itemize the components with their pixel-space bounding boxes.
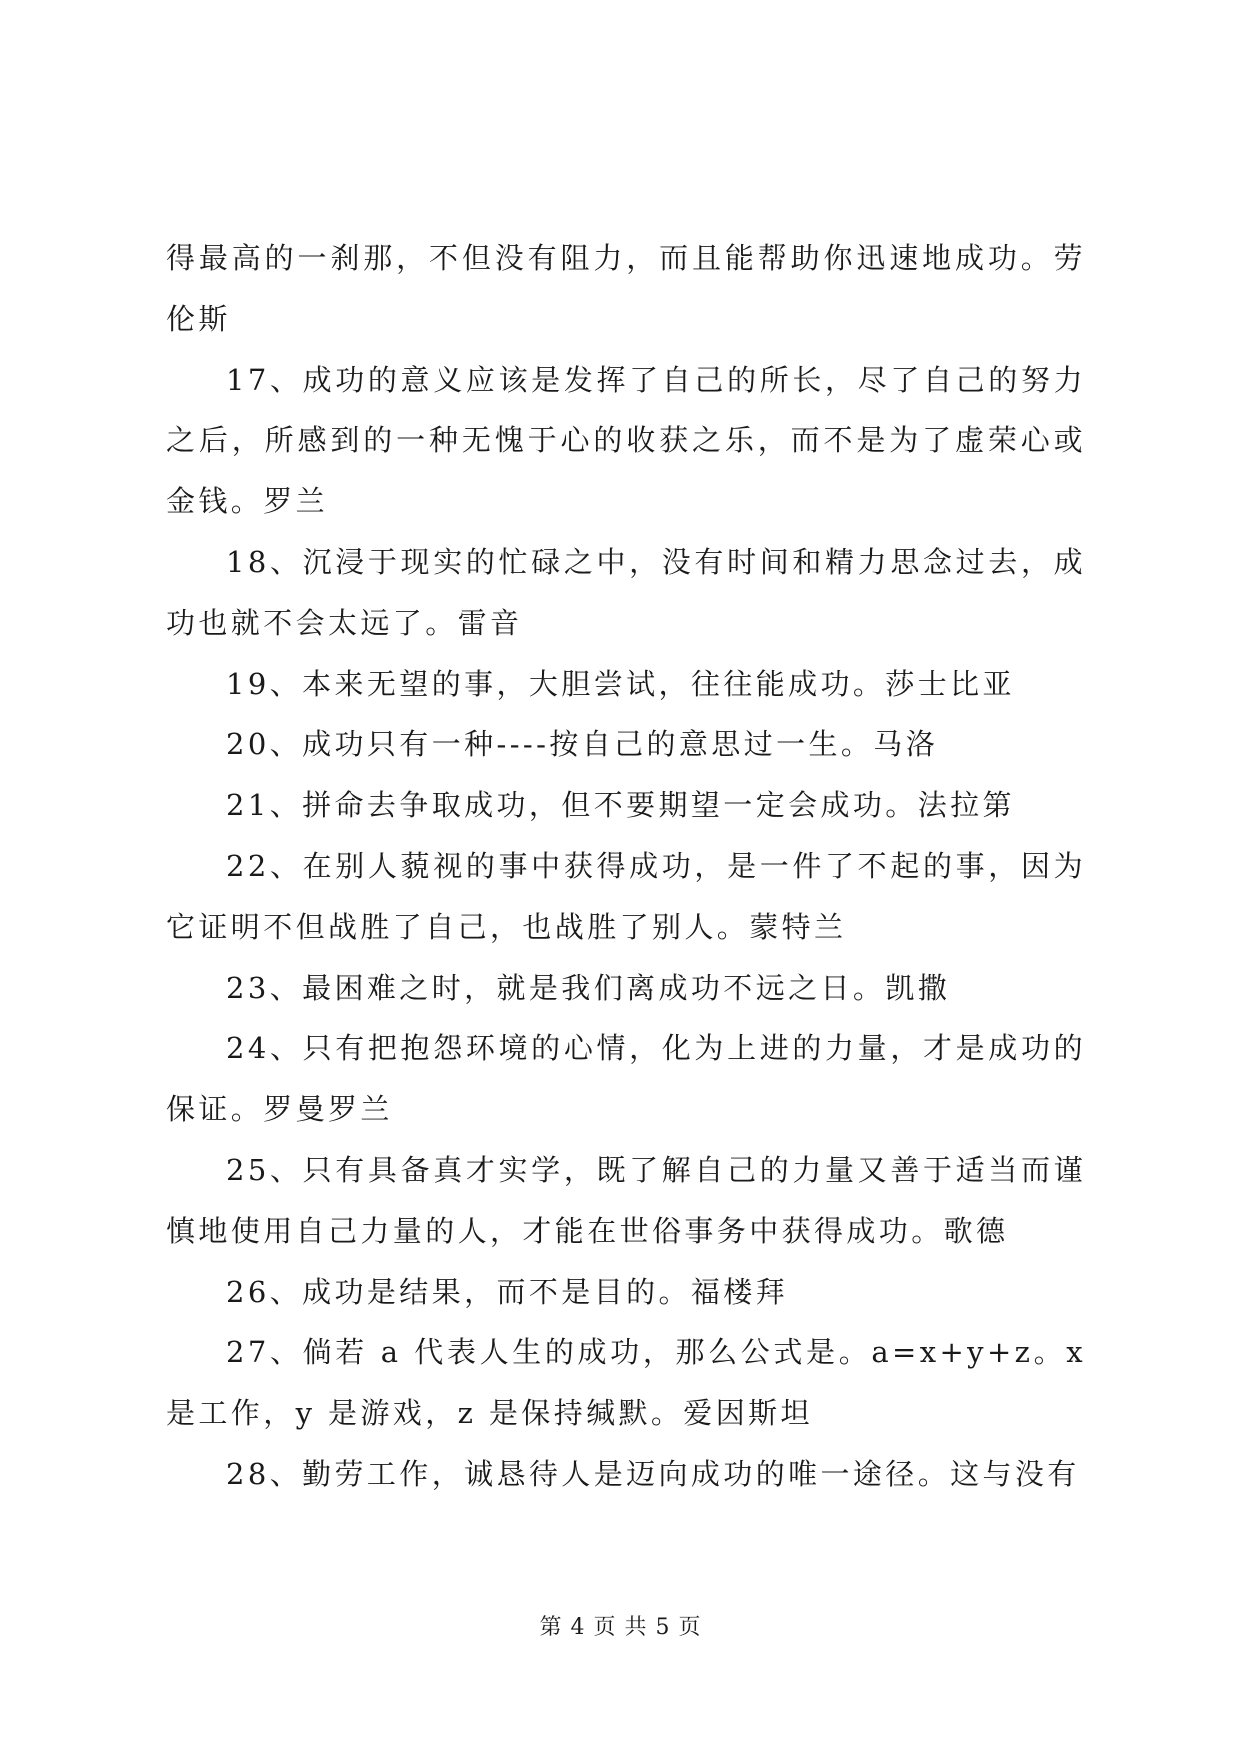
paragraph-quote-21: 21、拼命去争取成功，但不要期望一定会成功。法拉第 [226, 788, 1015, 823]
paragraph-quote-22: 22、在别人藐视的事中获得成功，是一件了不起的事，因为它证明不但战胜了自己，也战胜了别人。蒙特兰 [166, 848, 1086, 944]
page-footer: 第 4 页 共 5 页 [539, 1615, 702, 1640]
paragraph-quote-26: 26、成功是结果，而不是目的。福楼拜 [226, 1274, 789, 1309]
paragraph-quote-28: 28、勤劳工作，诚恳待人是迈向成功的唯一途径。这与没有 [226, 1456, 1080, 1491]
paragraph-quote-17: 17、成功的意义应该是发挥了自己的所长，尽了自己的努力之后，所感到的一种无愧于心的收获之乐，而不是为了虚荣心或金钱。罗兰 [166, 362, 1086, 519]
paragraph-quote-18: 18、沉浸于现实的忙碌之中，没有时间和精力思念过去，成功也就不会太远了。雷音 [166, 544, 1086, 640]
paragraph-quote-25: 25、只有具备真才实学，既了解自己的力量又善于适当而谨慎地使用自己力量的人，才能在世俗事务中获得成功。歌德 [166, 1152, 1086, 1248]
paragraph-quote-19: 19、本来无望的事，大胆尝试，往往能成功。莎士比亚 [226, 666, 1015, 701]
paragraph-quote-24: 24、只有把抱怨环境的心情，化为上进的力量，才是成功的保证。罗曼罗兰 [166, 1031, 1086, 1127]
paragraph-continuation: 得最高的一刹那，不但没有阻力，而且能帮助你迅速地成功。劳伦斯 [166, 241, 1086, 336]
document-body [166, 228, 1086, 1505]
paragraph-quote-23: 23、最困难之时，就是我们离成功不远之日。凯撒 [226, 970, 951, 1005]
paragraph-quote-27: 27、倘若 a 代表人生的成功，那么公式是。a=x+y+z。x 是工作，y 是游戏，z 是保持缄默。爱因斯坦 [166, 1335, 1086, 1431]
paragraph-quote-20: 20、成功只有一种----按自己的意思过一生。马洛 [226, 727, 939, 762]
